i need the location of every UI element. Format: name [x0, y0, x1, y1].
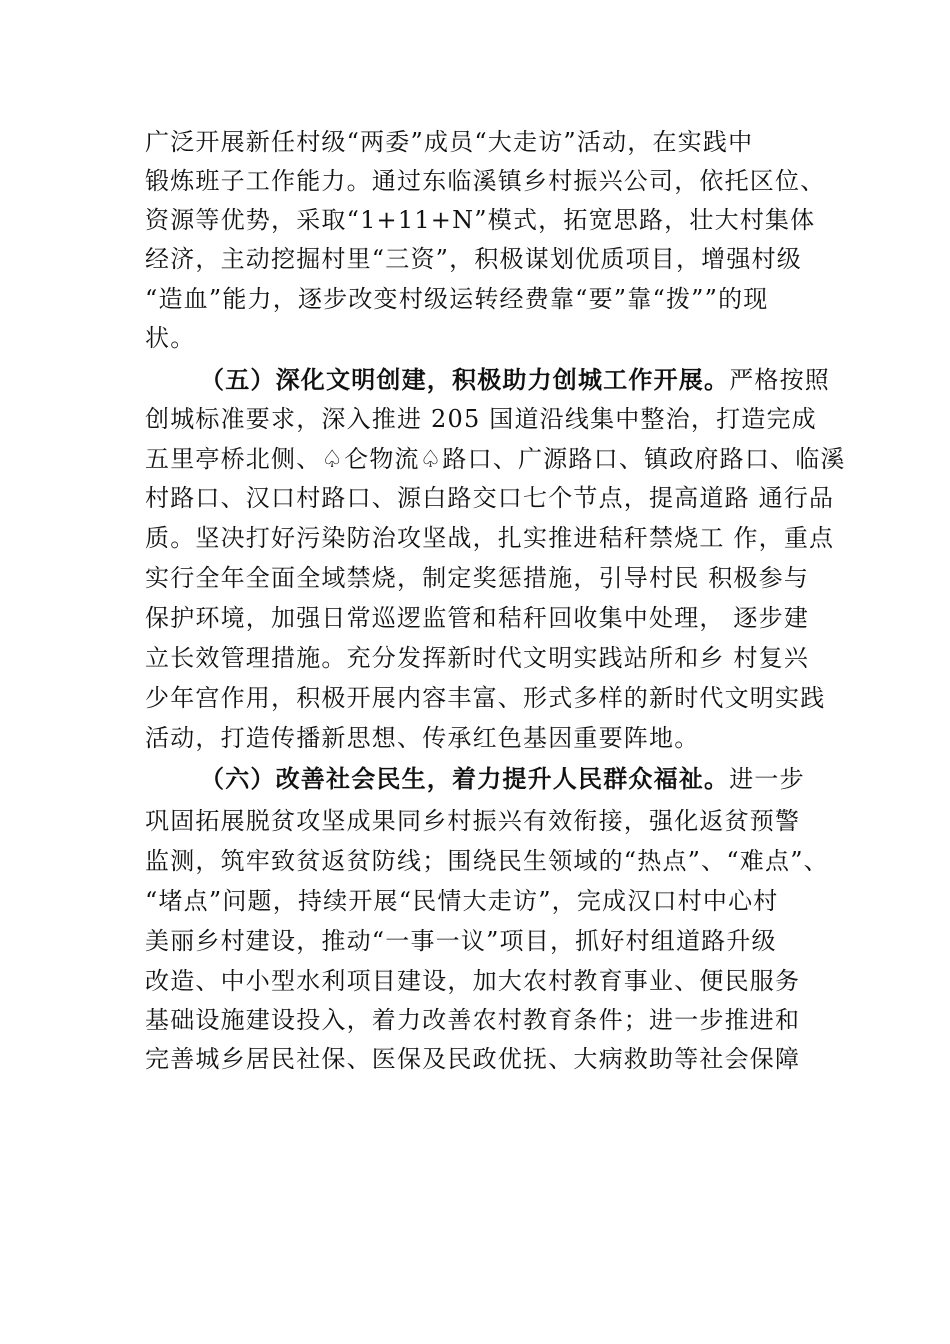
paragraph-line: 改造、中小型水利项目建设，加大农村教育事业、便民服务 [145, 967, 801, 995]
paragraph-line: 五里亭桥北侧、♤仑物流♤路口、广源路口、镇政府路口、临溪 [145, 445, 846, 473]
section-6-heading-rest: 进一步 [729, 765, 805, 793]
paragraph-line: 创城标准要求，深入推进 205 国道沿线集中整治，打造完成 [145, 405, 817, 433]
section-6-heading: （六）改善社会民生，着力提升人民群众福祉。 [200, 764, 730, 793]
paragraph-line: 少年宫作用，积极开展内容丰富、形式多样的新时代文明实践 [145, 684, 826, 712]
section-5-heading-line [200, 365, 830, 395]
paragraph-line: 立长效管理措施。充分发挥新时代文明实践站所和乡 村复兴 [145, 644, 810, 672]
paragraph-line: 基础设施建设投入，着力改善农村教育条件；进一步推进和 [145, 1006, 801, 1034]
paragraph-line: 质。坚决打好污染防治攻坚战，扎实推进秸秆禁烧工 作，重点 [145, 524, 835, 552]
paragraph-line: 活动，打造传播新思想、传承红色基因重要阵地。 [145, 724, 700, 752]
paragraph-line: 美丽乡村建设，推动“一事一议”项目，抓好村组道路升级 [145, 927, 777, 955]
paragraph-line: 巩固拓展脱贫攻坚成果同乡村振兴有效衔接，强化返贫预警 [145, 807, 801, 835]
paragraph-line: 保护环境，加强日常巡逻监管和秸秆回收集中处理， 逐步建 [145, 604, 810, 632]
paragraph-line: 状。 [145, 324, 196, 352]
paragraph-line: 经济，主动挖掘村里“三资”，积极谋划优质项目，增强村级 [145, 245, 802, 273]
paragraph-line: 锻炼班子工作能力。通过东临溪镇乡村振兴公司，依托区位、 [145, 167, 826, 195]
paragraph-line: “堵点”问题，持续开展“民情大走访”，完成汉口村中心村 [145, 887, 779, 915]
section-6-heading-line [200, 764, 805, 794]
paragraph-line: 监测，筑牢致贫返贫防线；围绕民生领域的“热点”、“难点”、 [145, 847, 829, 875]
paragraph-line: 村路口、汉口村路口、源白路交口七个节点，提高道路 通行品 [145, 484, 835, 512]
paragraph-line: 资源等优势，采取“1+11+N”模式，拓宽思路，壮大村集体 [145, 206, 816, 234]
paragraph-line: 完善城乡居民社保、医保及民政优抚、大病救助等社会保障 [145, 1045, 801, 1073]
section-5-heading-rest: 严格按照 [729, 366, 831, 394]
paragraph-line: 广泛开展新任村级“两委”成员“大走访”活动，在实践中 [145, 128, 754, 156]
section-5-heading: （五）深化文明创建，积极助力创城工作开展。 [200, 365, 730, 394]
paragraph-line: 实行全年全面全域禁烧，制定奖惩措施，引导村民 积极参与 [145, 564, 810, 592]
paragraph-line: “造血”能力，逐步改变村级运转经费靠“要”靠“拨””的现 [145, 285, 769, 313]
